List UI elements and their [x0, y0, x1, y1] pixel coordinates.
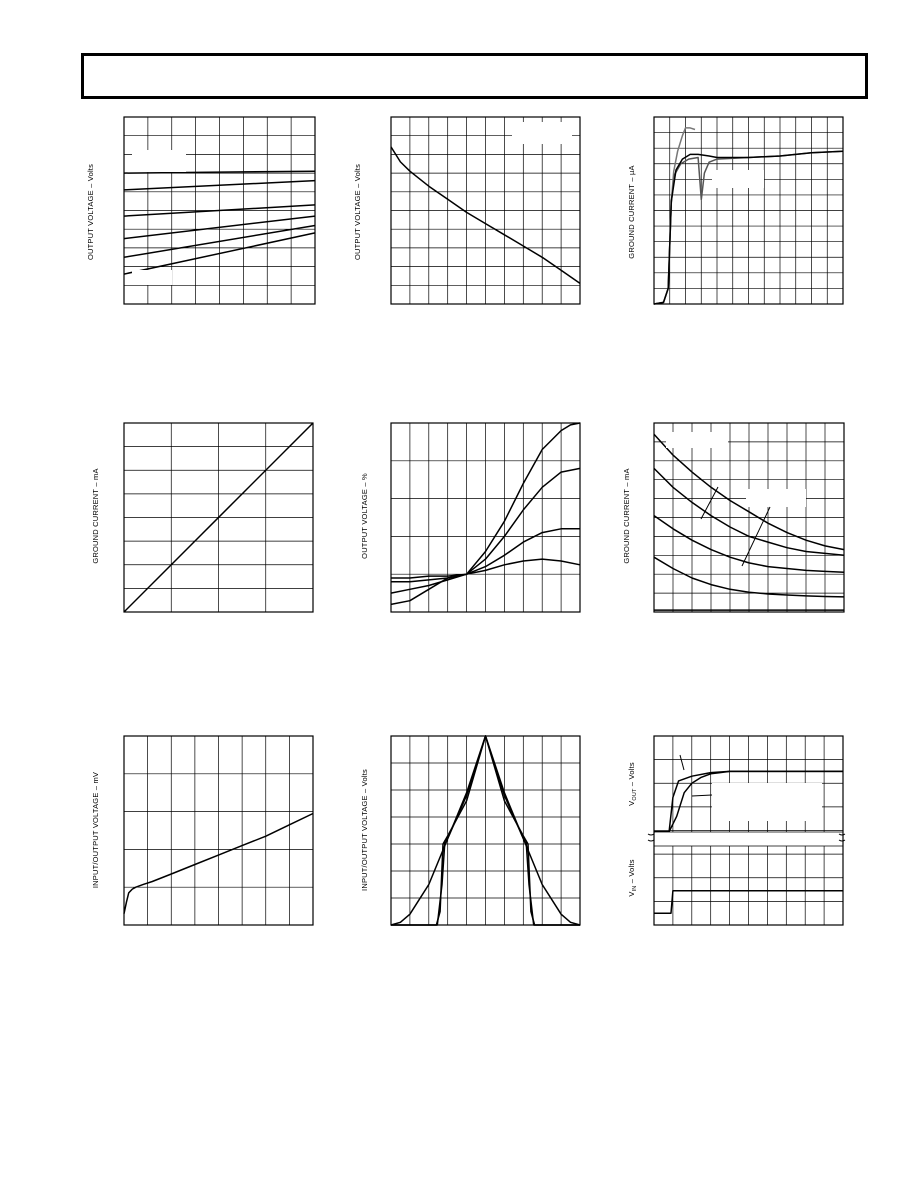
chart-panel-6	[654, 423, 844, 612]
y-axis-label: GROUND CURRENT – mA	[622, 468, 631, 564]
series-line	[654, 128, 695, 304]
y-axis-label-vin-sub: IN	[632, 885, 638, 892]
y-axis-label-vin-main: V	[627, 891, 636, 897]
y-axis-label: INPUT/OUTPUT VOLTAGE – Volts	[360, 769, 369, 891]
y-axis-label: OUTPUT VOLTAGE – Volts	[353, 163, 362, 261]
y-axis-label: OUTPUT VOLTAGE – Volts	[86, 163, 95, 261]
annotation-box	[712, 170, 764, 188]
annotation-arrow	[680, 755, 684, 770]
axis-break-gap	[655, 832, 842, 846]
chart-panel-2	[391, 117, 580, 304]
chart-panel-3	[654, 117, 843, 304]
axis-break-mark	[648, 834, 654, 841]
annotation-box	[712, 783, 822, 821]
y-axis-label-vin	[627, 859, 638, 896]
y-axis-label-vin-rest: – Volts	[627, 859, 636, 886]
annotation-box	[666, 432, 728, 448]
y-axis-label-vout	[627, 762, 638, 806]
annotation-arrow	[692, 795, 712, 796]
chart-panel-7	[124, 736, 313, 925]
annotation-box	[746, 489, 806, 507]
chart-panel-8	[391, 736, 580, 925]
annotation-box	[512, 122, 572, 144]
y-axis-label-vout-main: V	[627, 800, 636, 806]
y-axis-label: OUTPUT VOLTAGE – %	[360, 473, 369, 559]
y-axis-label-vout-rest: – Volts	[627, 762, 636, 789]
annotation-box	[132, 150, 186, 172]
chart-panel-4	[124, 423, 313, 612]
annotation-box	[132, 270, 172, 285]
y-axis-label-vout-sub: OUT	[632, 788, 638, 801]
y-axis-label: INPUT/OUTPUT VOLTAGE – mV	[91, 771, 100, 889]
y-axis-label: GROUND CURRENT – µA	[627, 165, 636, 259]
chart-panel-1	[124, 117, 315, 304]
y-axis-label: GROUND CURRENT – mA	[91, 468, 100, 564]
chart-panel-5	[391, 423, 580, 612]
